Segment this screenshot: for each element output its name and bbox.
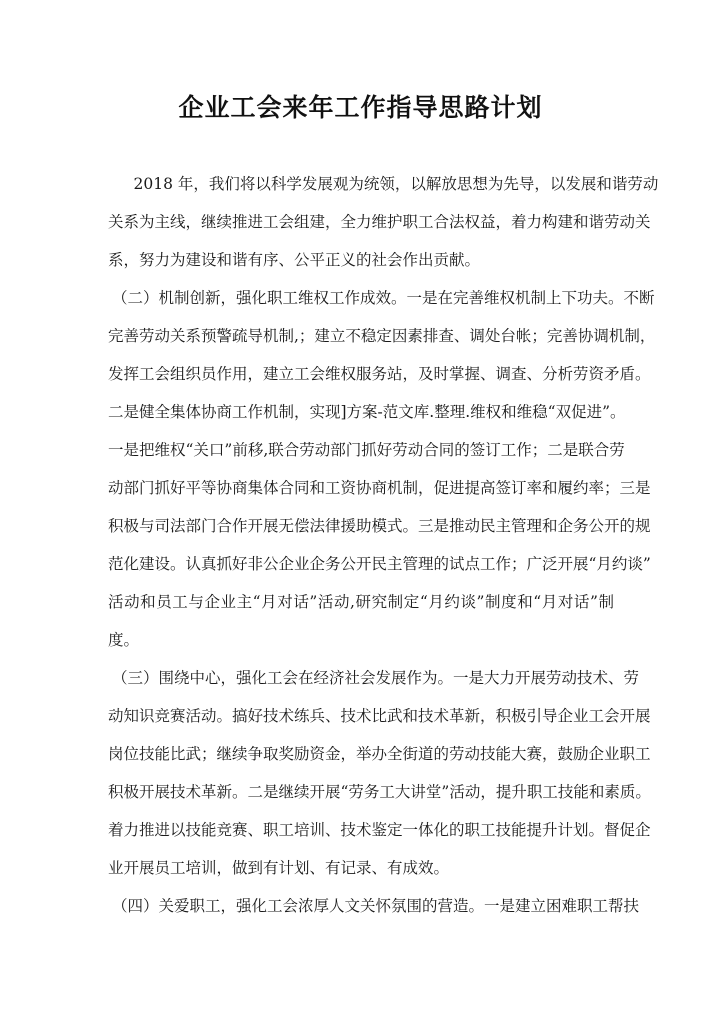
body-line: 二是健全集体协商工作机制，实现]方案-范文库.整理.维权和维稳“双促进”。 <box>108 403 626 421</box>
section-heading-line: （三）围绕中心，强化工会在经济社会发展作为。一是大力开展劳动技术、劳 <box>112 669 640 687</box>
body-line: 积极开展技术革新。二是继续开展“劳务工大讲堂”活动，提升职工技能和素质。 <box>108 783 651 801</box>
body-line: 动部门抓好平等协商集体合同和工资协商机制，促进提高签订率和履约率；三是 <box>108 479 651 497</box>
body-line: 发挥工会组织员作用，建立工会维权服务站，及时掌握、调查、分析劳资矛盾。 <box>108 365 651 383</box>
body-line: 岗位技能比武；继续争取奖励资金，举办全街道的劳动技能大赛，鼓励企业职工 <box>108 745 651 763</box>
body-line: 动知识竞赛活动。搞好技术练兵、技术比武和技术革新，积极引导企业工会开展 <box>108 707 651 725</box>
body-line: 积极与司法部门合作开展无偿法律援助模式。三是推动民主管理和企务公开的规 <box>108 517 651 535</box>
document-title: 企业工会来年工作指导思路计划 <box>178 93 543 122</box>
body-line: 活动和员工与企业主“月对话”活动,研究制定“月约谈”制度和“月对话”制 <box>108 593 614 611</box>
section-heading-line: （二）机制创新，强化职工维权工作成效。一是在完善维权机制上下功夫。不断 <box>112 289 655 307</box>
body-line: 范化建设。认真抓好非公企业企务公开民主管理的试点工作；广泛开展“月约谈” <box>108 555 651 573</box>
body-line: 完善劳动关系预警疏导机制,；建立不稳定因素排查、调处台帐；完善协调机制， <box>108 327 656 345</box>
body-line: 业开展员工培训，做到有计划、有记录、有成效。 <box>108 859 450 877</box>
section-heading-line: （四）关爱职工，强化工会浓厚人文关怀氛围的营造。一是建立困难职工帮扶 <box>112 897 640 915</box>
body-line: 系，努力为建设和谐有序、公平正义的社会作出贡献。 <box>108 251 481 269</box>
body-line: 度。 <box>108 631 140 649</box>
body-line: 关系为主线，继续推进工会组建，全力维护职工合法权益，着力构建和谐劳动关 <box>108 213 651 231</box>
body-line: 一是把维权“关口”前移,联合劳动部门抓好劳动合同的签订工作；二是联合劳 <box>108 441 625 459</box>
body-line: 着力推进以技能竞赛、职工培训、技术鉴定一体化的职工技能提升计划。督促企 <box>108 821 651 839</box>
body-line: 2018 年，我们将以科学发展观为统领，以解放思想为先导，以发展和谐劳动 <box>118 175 659 193</box>
